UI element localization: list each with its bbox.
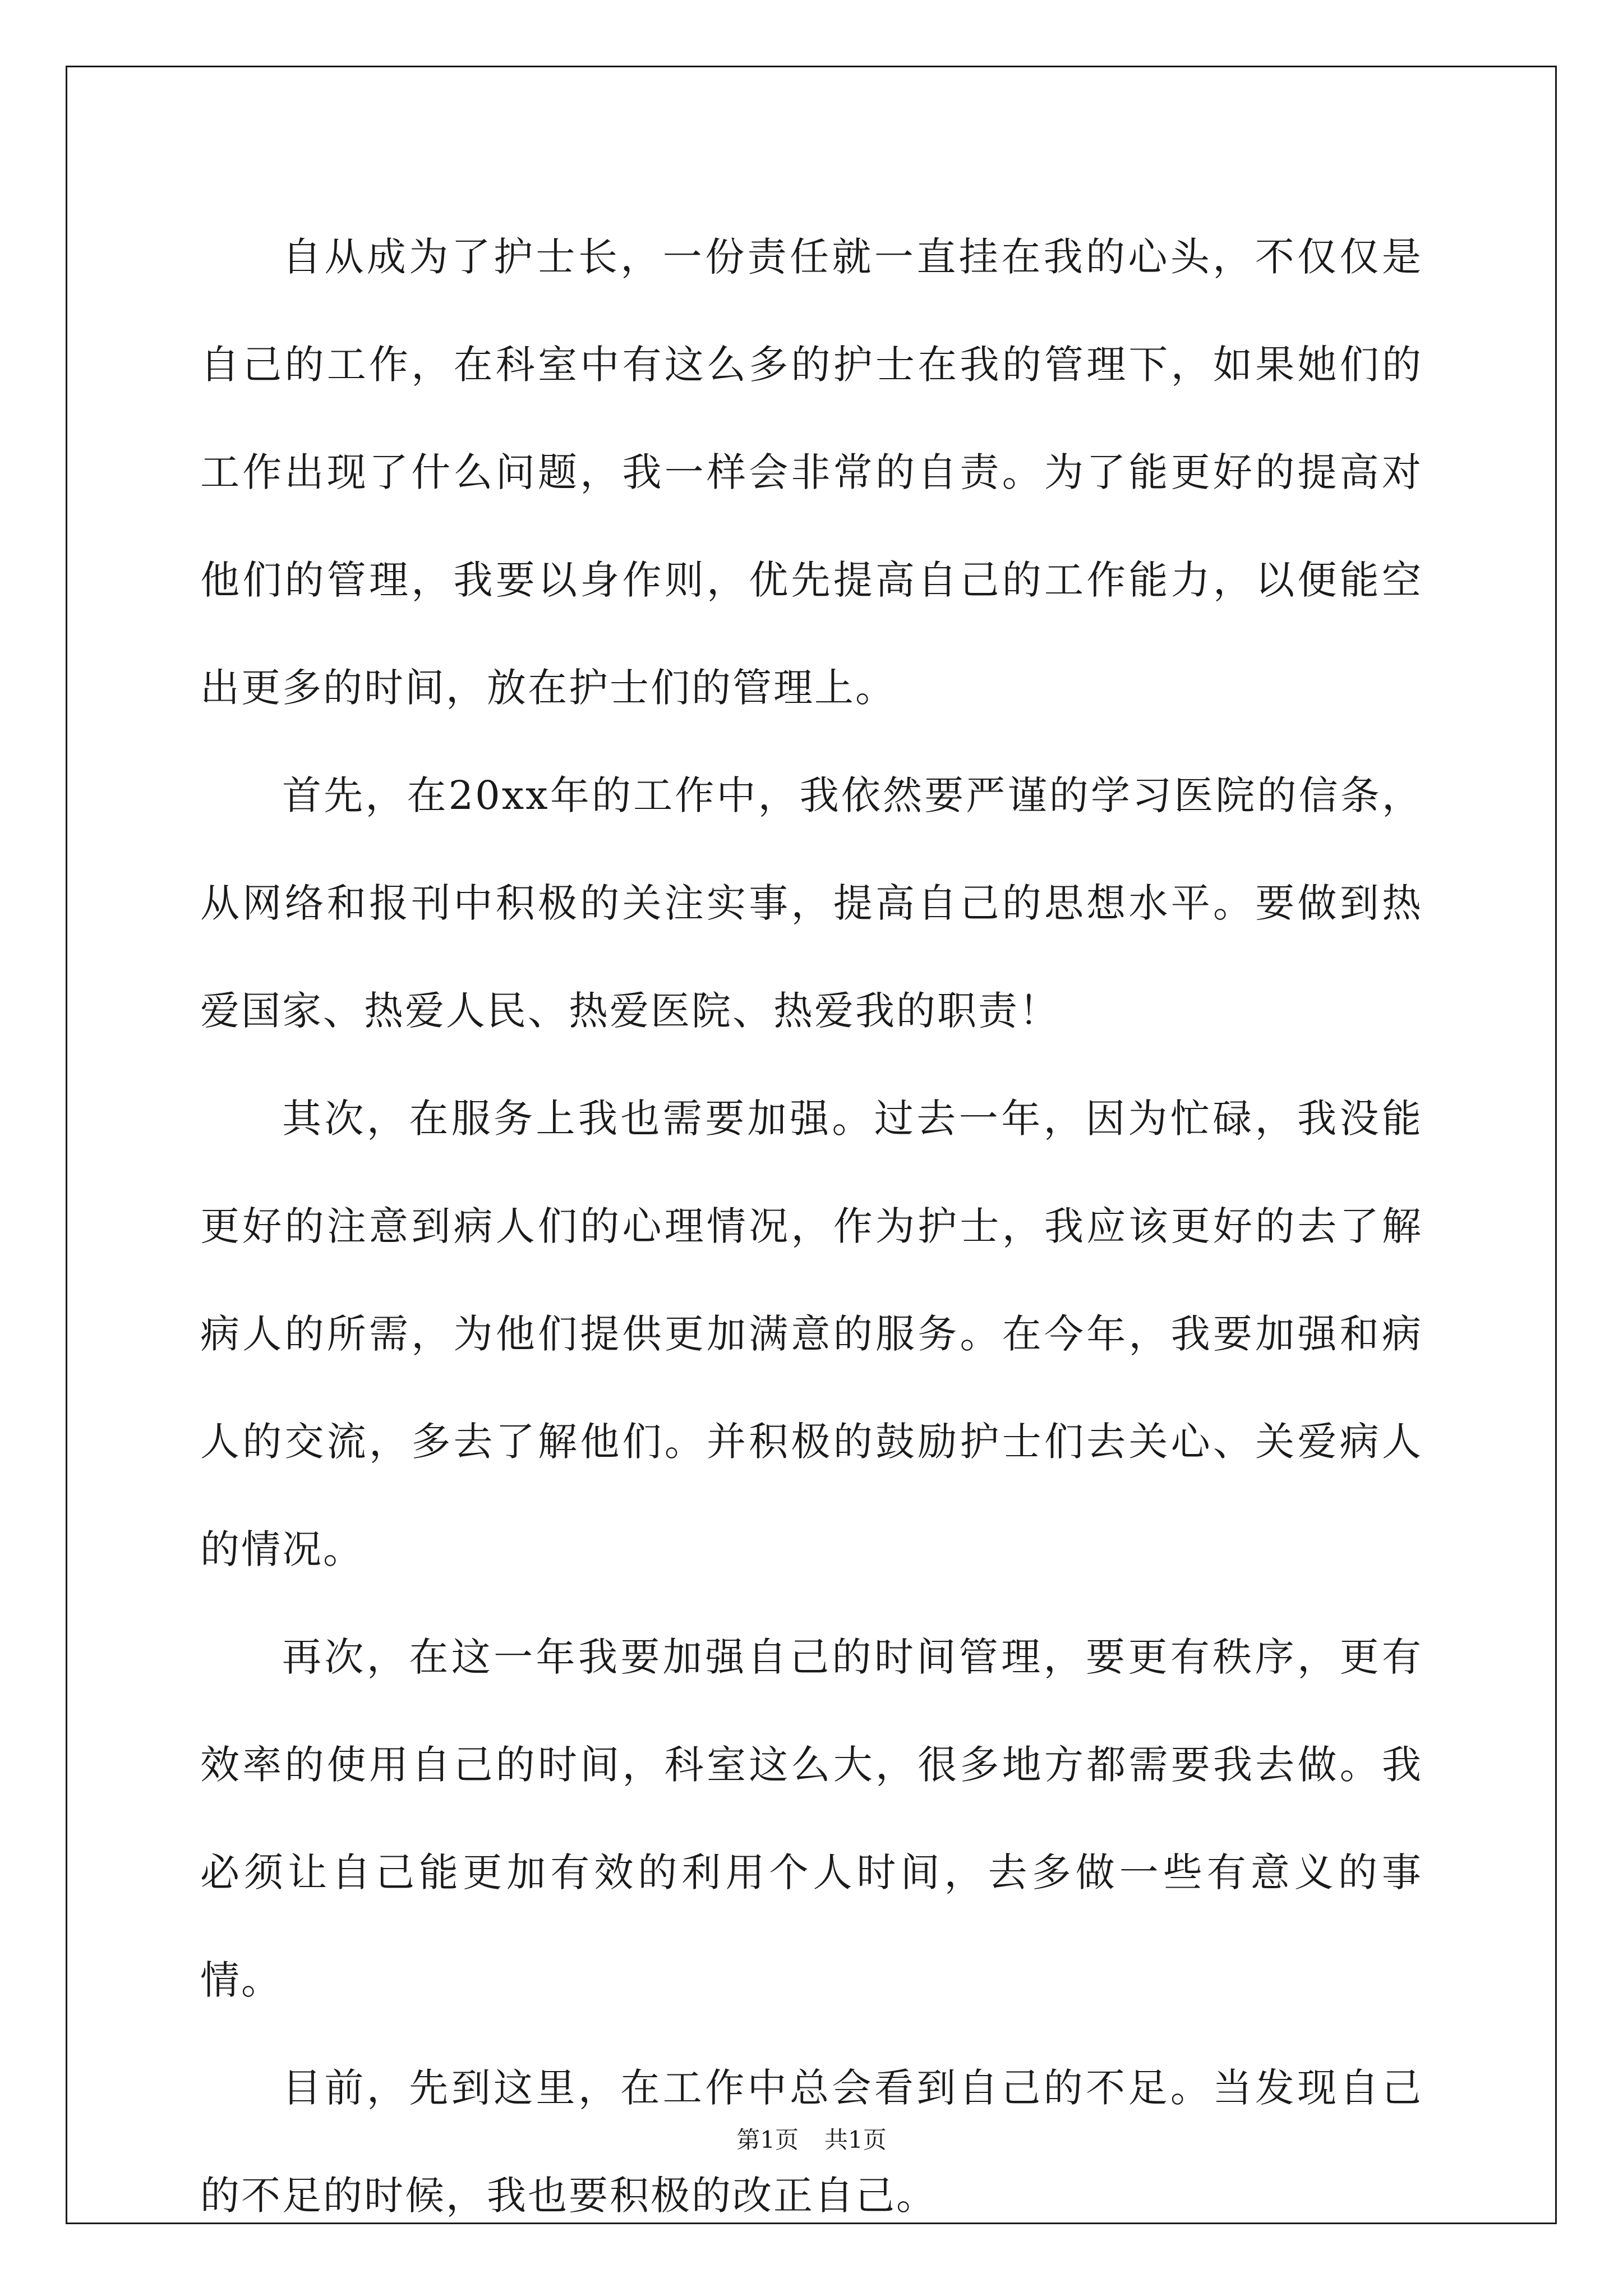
page-total: 共1页 [824,2126,887,2154]
page-number: 第1页 [736,2126,799,2154]
document-body [200,203,1423,2249]
page-footer [0,2122,1623,2155]
paragraph-3: 其次，在服务上我也需要加强。过去一年，因为忙碌，我没能更好的注意到病人们的心理情况，作为护士，我应该更好的去了解病人的所需，为他们提供更加满意的服务。在今年，我要加强和病人的交流，多去了解他们。并积极的鼓励护士们去关心、关爱病人的情况。 [200,1096,1423,1572]
paragraph-5: 目前，先到这里，在工作中总会看到自己的不足。当发现自己的不足的时候，我也要积极的改正自己。 [200,2065,1423,2219]
paragraph-2: 首先，在20xx年的工作中，我依然要严谨的学习医院的信条，从网络和报刊中积极的关注实事，提高自己的思想水平。要做到热爱国家、热爱人民、热爱医院、热爱我的职责！ [200,772,1423,1034]
paragraph-1: 自从成为了护士长，一份责任就一直挂在我的心头，不仅仅是自己的工作，在科室中有这么多的护士在我的管理下，如果她们的工作出现了什么问题，我一样会非常的自责。为了能更好的提高对他们的管理，我要以身作则，优先提高自己的工作能力，以便能空出更多的时间，放在护士们的管理上。 [200,234,1423,711]
paragraph-4: 再次，在这一年我要加强自己的时间管理，要更有秩序，更有效率的使用自己的时间，科室这么大，很多地方都需要我去做。我必须让自己能更加有效的利用个人时间，去多做一些有意义的事情。 [200,1634,1423,2003]
